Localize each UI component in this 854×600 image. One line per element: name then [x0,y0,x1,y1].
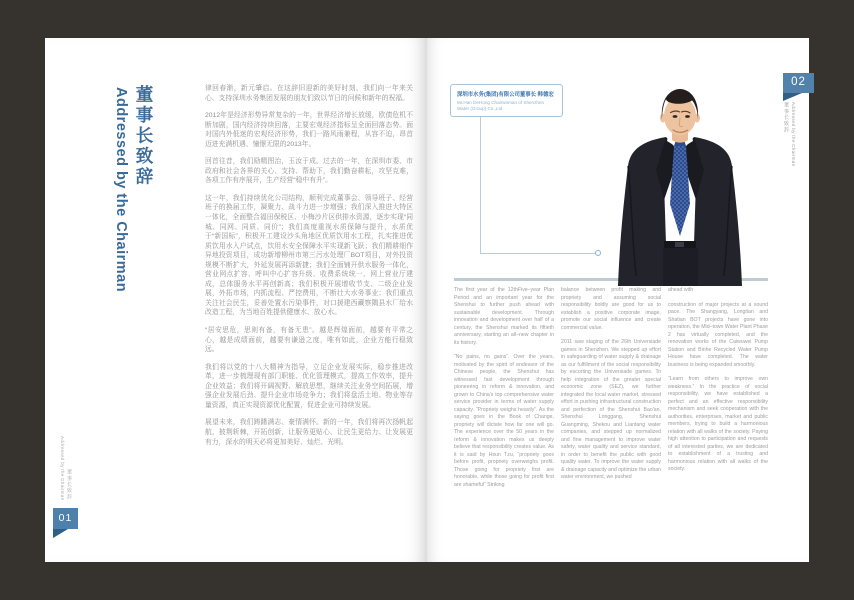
paragraph: The first year of the 12thFive–year Plan Period and an important year for the Shenshui to further push ahead with sustainable development. Through innovation and development over half of a century, the Shenshui marked its fiftieth anniversary, starting an all–new chapter in its history. [454,287,554,346]
chapter-title [113,85,157,292]
text-column-2 [561,287,661,496]
chapter-title-en: Addressed by the Chairman [113,87,129,293]
edge-label-en: Addressed by the Chairman [60,435,65,500]
paragraph: “Learn from others to improve own weakness.” In the practice of social responsibility, we have established a perfect and an effective responsibility mechanism and seek cooperation with the authorities, enterprises, market and public members, trying to build a harmonious relation with all walks of the society. Paying high attention to participation and requests of all interested parties, we are dedicated to establishment of a trusting and harmonious relation with all walks of the society. [668,376,768,472]
left-page-edge-label [59,416,74,500]
paragraph: 2012年是经济形势异常复杂的一年，世界经济增长放缓，欧债危机不断加剧，国内经济持续回落，主要宏观经济指标呈全面回落态势。面对国内外低迷的宏观经济形势，我们一路风雨兼程，从容不迫，昂首迈进充满机遇、憧憬无限的2013年。 [205,112,413,148]
paragraph: 展望未来，我们踌躇满志、豪情满怀。新的一年，我们将再次扬帆起航，披荆斩棘，开拓创新，让服务更贴心、让民生更给力、让发展更有力，深水的明天必将更加美好、灿烂、光明。 [205,419,413,446]
chairman-name-en: Mr.Han DeHong Chairwoman of Shenzhen Water (Group) Co.,Ltd [457,100,545,111]
paragraph: ahead with [668,287,694,293]
paragraph: “居安思危，思则有备，有备无患”。越是辉煌面前，越要有平常之心，越是成绩面前，越要有谦逊之度，唯有如此，企业方能行稳致远。 [205,327,413,354]
paragraph: 回首往昔，我们励精图治，玉汝于成。过去的一年，在深圳市委、市政府和社会各界的关心、支持、帮助下，我们勤奋耕耘，攻坚克难，各项工作有序展开，生产经营“稳中有升”。 [205,158,413,185]
edge-label-zh: 董事长致辞 [66,469,72,500]
page-number-tab-01: 01 [53,508,78,529]
book-spread [45,38,809,562]
paragraph: 我们将以党的十八大精神为指导，立足企业发展实际，稳步推进改革，进一步梳理现有部门职能、优化管理模式，提高工作效率，提升企业效益；我们将开阔视野、解放思想，继续关注业务空间拓展，增强企业发展后劲、提升企业市场竞争力；我们将盘活土地、物业等存量资源，真正实现资源优化配置，促进企业可持续发展。 [205,363,413,409]
edge-label-zh: 董事长致辞 [783,102,789,133]
edge-label-en: Addressed by the Chairman [791,102,796,167]
chairman-address-english [454,287,768,496]
chapter-title-zh: 董事长致辞 [134,85,154,188]
paragraph: balance between profit making and propriety and assuming social responsibility boldly are good for us to establish a positive corporate image, promote our social influence and create commercial value. [561,287,661,331]
page-number-tab-01-fold [53,529,68,538]
page-right [427,38,809,562]
chairman-photo [562,74,802,286]
chairman-caption-box [450,84,563,117]
chairman-portrait-illustration [562,74,802,286]
paragraph: construction of major projects at a sound pace. The Shangyang, Longtian and Shatian BOT projects have gone into operation, the Mid–town Water Plant Phase 2 has virtually completed, and the renovation works of the Caiwuwei Pump Station and Binhe Recycled Water Pump House have completed. The water business is being expanded smoothly. [668,301,768,368]
paragraph: “No pains, no gains”. Over the years, motivated by the spirit of endeavor of the Chinese people, the Shenshui has witnessed fast development through pioneering in reform & innovation, and grown to China's top comprehensive water service provider in terms of water supply capacity. “Propriety weighs heavily”. As the saying goes in the Book of Change, propriety will dictate how far one will go. The experience over the 50 years in the reform & innovation makes us deeply believe that responsibility creates value. As it is said by Hsun Tzu, “propriety goes before profit, propriety overweighs profit. Those going for propriety first are honorable, while those going for profit first are shameful” Striking [454,354,554,488]
chairman-name-zh: 深圳市水务(集团)有限公司董事长 韩德宏 [457,92,554,98]
page-number-tab-02: 02 [783,73,814,93]
page-left [45,38,427,562]
text-column-3 [668,287,768,496]
text-column-1 [454,287,554,496]
chairman-address-chinese [205,84,413,455]
paragraph: 律回春渐，新元肇启。在这辞旧迎新的美好时刻，我们向一年来关心、支持深圳水务集团发展的朋友们致以节日的问候和新年的祝福。 [205,85,413,102]
paragraph: 这一年，我们持续优化公司结构，顺利完成董事会、领导班子、经营班子的换届工作，凝聚力、战斗力进一步增强；我们深入推进大特区一体化，全面整合福田保税区、小梅沙片区供排水资源，逐步实现“同城、同网、同质、同价”；我们高度重视水质保障与提升，水质优于“新国标”，积极开工建设沙头角地区优质饮用水工程，扎实推进优质饮用水入户试点，饮用水安全保障水平实现新飞跃；我们精耕细作异地投资项目，成功新增柳州市第三污水处理厂BOT项目，对外投资规模不断扩大，外延发展再添新捷；我们全面铺开供水服务一体化，营业网点扩容、呼叫中心扩容升级、收费系统统一、网上营业厅建成，总体服务水平再创新高；我们积极开展增收节支、二级企业发展，外拓市场，内抓流程、严控费用，不断壮大水务事业；我们重点关注社会民生，妥善处置水污染事件，对口援建西藏察隅县水厂给水改造工程，为当地百姓提供健康水、放心水。 [205,194,413,317]
paragraph: 2011 saw staging of the 26th Universiade games in Shenzhen. We stepped up effort in safeguarding of water supply & drainage as our fulfillment of the social responsibility by escorting the Universiade games. To help integration of the greater special economic zone (SEZ), we further integrated the local water market, stressed effort in pushing infrastructural construction and perfection of the Shenshui Bao'an, Shenshui Longgang, Shenshui Guangming, Shekou and Liantang water companies, and stepped up normalized and fine management to improve water safety, water quality and service standard, in order to benefit the public with good quality water. To improve the water supply & drainage capacity and optimize the urban water environment, we pushed [561,339,661,480]
